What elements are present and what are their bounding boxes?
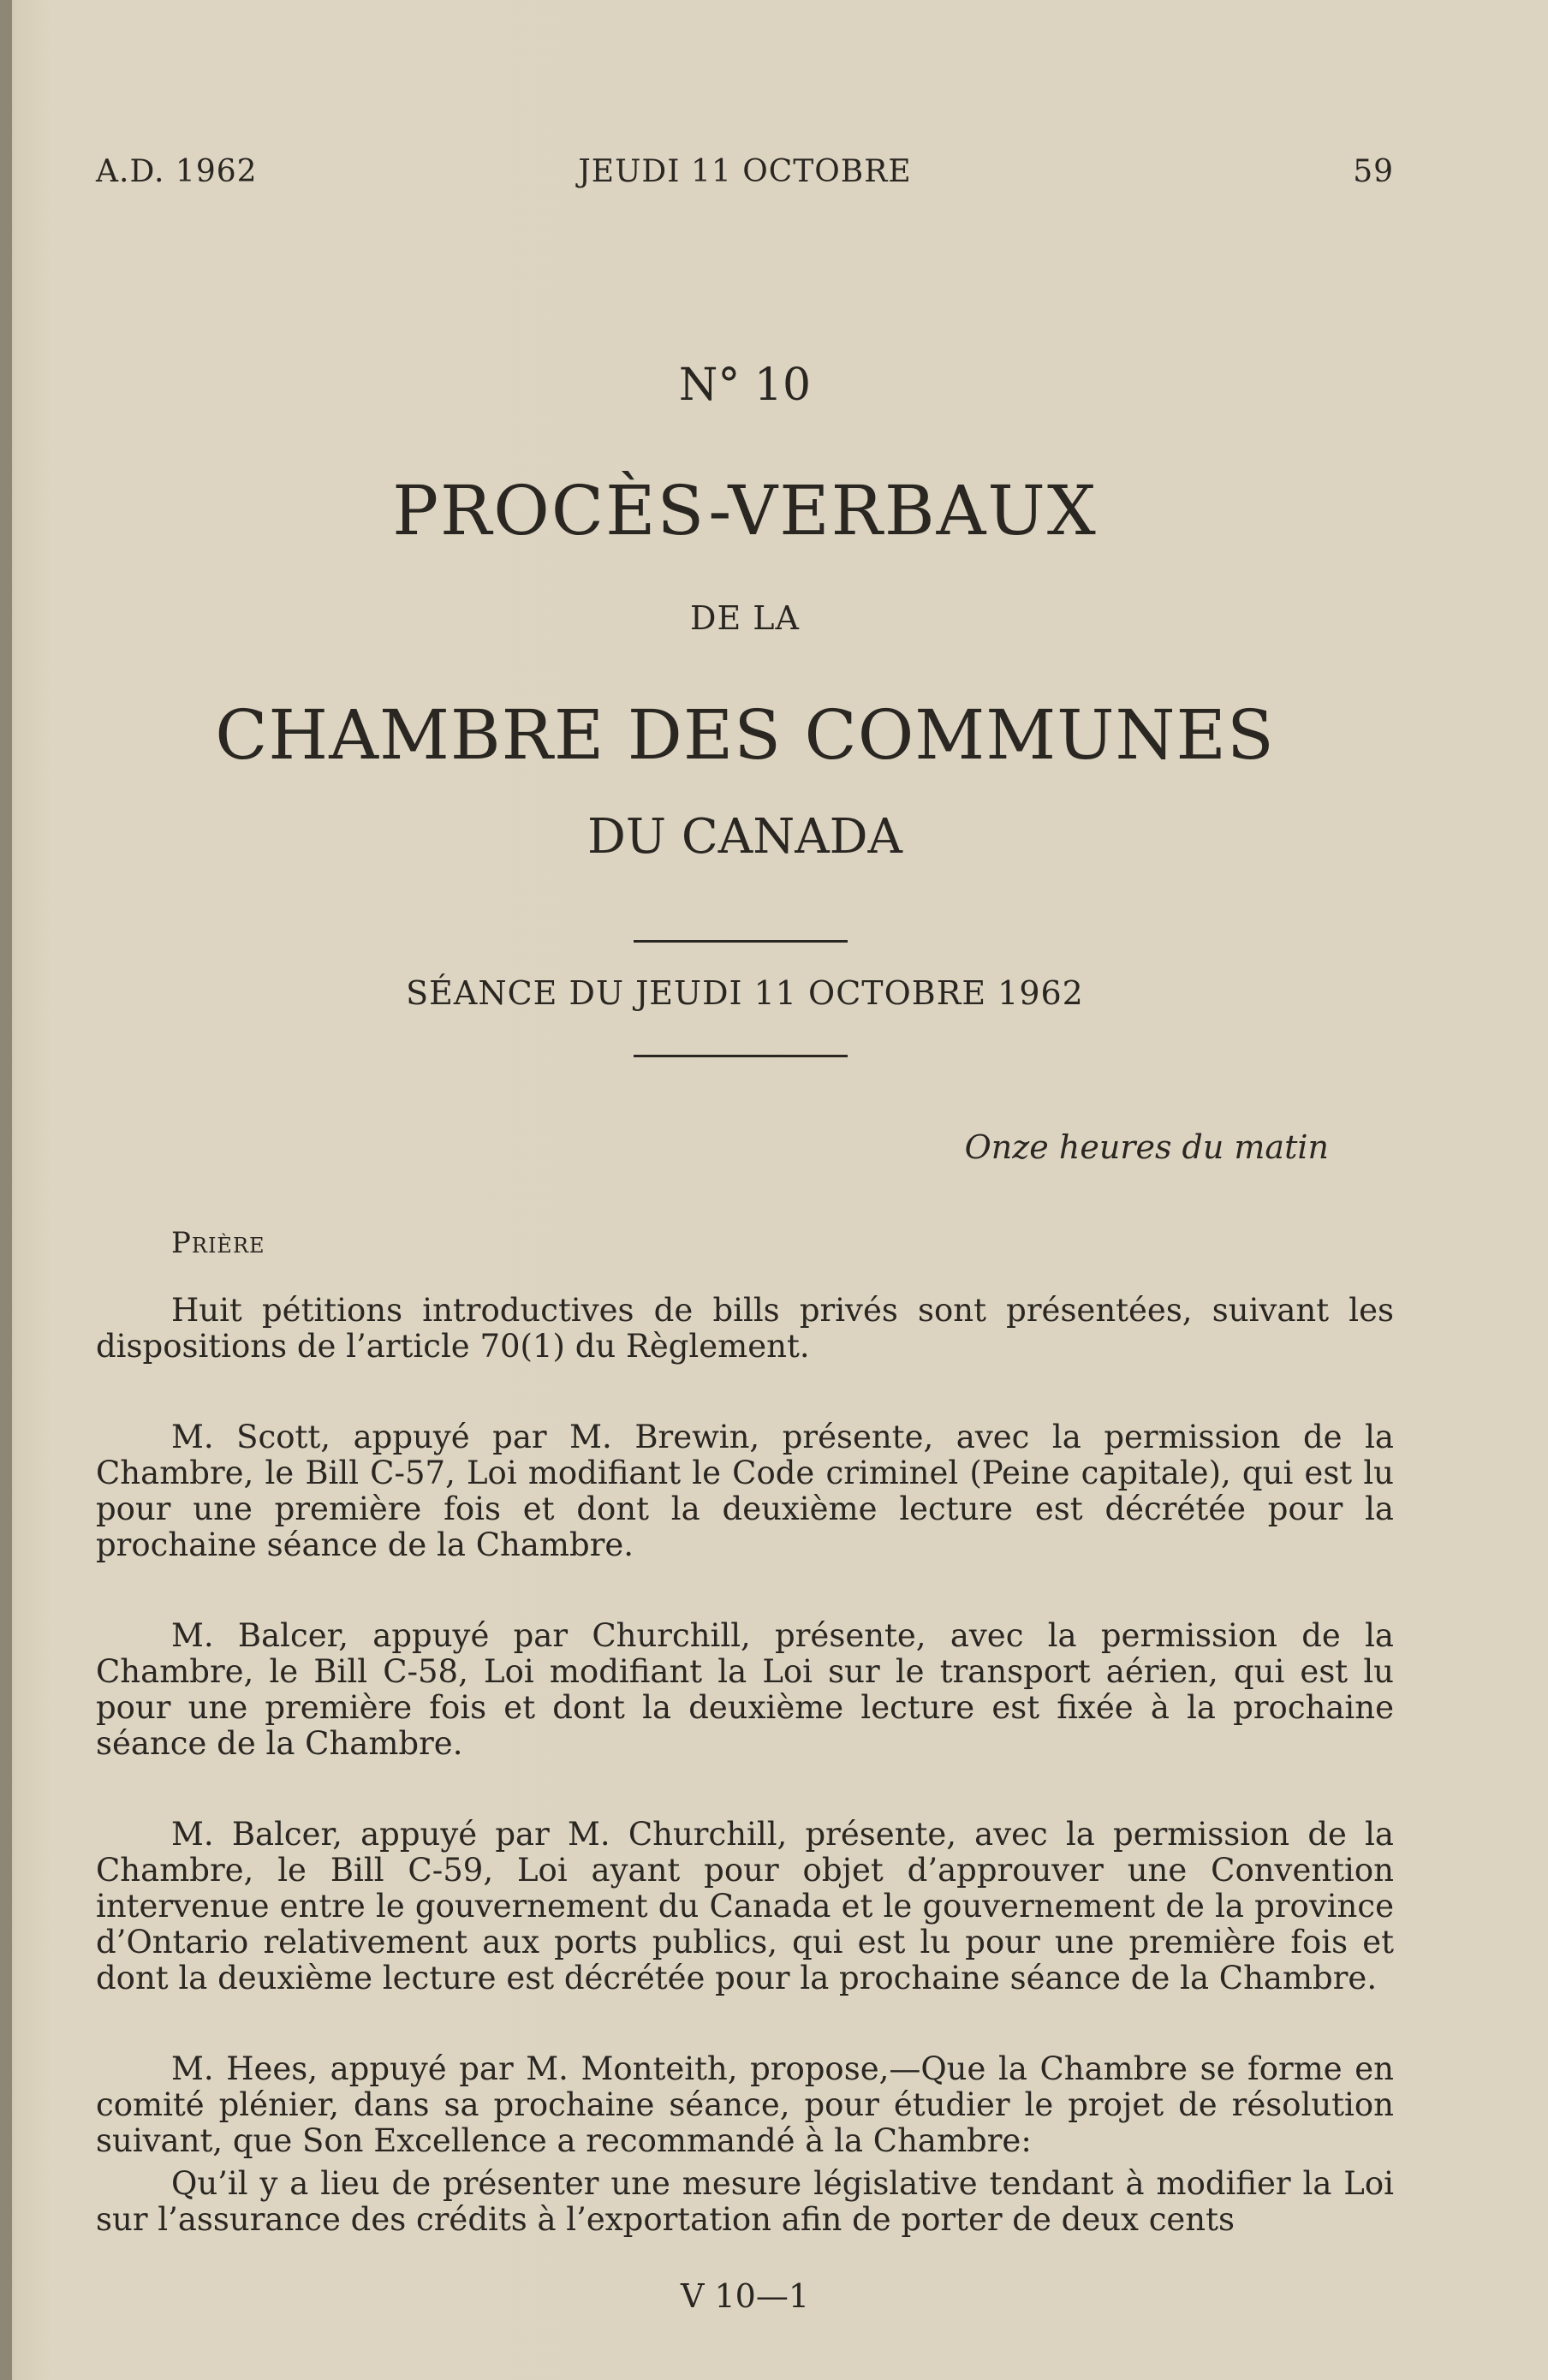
paragraph-bill-c57: M. Scott, appuyé par M. Brewin, présente, avec la permission de la Chambre, le Bill C-57, Loi modifiant le Code criminel (Peine capitale), qui est lu pour une première fois et dont la deuxième lecture est décrétée pour la prochaine séance de la Chambre. <box>96 1419 1394 1563</box>
title-de-la: DE LA <box>690 599 800 637</box>
signature-mark: V 10—1 <box>680 2277 810 2315</box>
issue-number: N° 10 <box>678 360 812 411</box>
header-date: JEUDI 11 OCTOBRE <box>578 154 912 189</box>
paragraph-bill-c59: M. Balcer, appuyé par M. Churchill, présente, avec la permission de la Chambre, le Bill C-59, Loi ayant pour objet d’approuver une Convention intervenue entre le gouvernement du Canada et le gouvernement de la province d’Ontario relativement aux ports publics, qui est lu pour une première fois et dont la deuxième lecture est décrétée pour la prochaine séance de la Chambre. <box>96 1816 1394 1996</box>
title-chambre: CHAMBRE DES COMMUNES <box>215 695 1275 775</box>
paragraph-petitions: Huit pétitions introductives de bills privés sont présentées, suivant les dispositions de l’article 70(1) du Règlement. <box>96 1292 1394 1365</box>
divider-rule-bottom <box>634 1055 848 1057</box>
title-proces-verbaux: PROCÈS-VERBAUX <box>392 471 1098 550</box>
divider-rule-top <box>634 940 848 943</box>
page-number: 59 <box>1353 154 1394 189</box>
binding-edge <box>0 0 12 2380</box>
header-year: A.D. 1962 <box>96 154 258 189</box>
body-text <box>96 1293 1394 2238</box>
session-time: Onze heures du matin <box>964 1128 1329 1166</box>
session-heading: SÉANCE DU JEUDI 11 OCTOBRE 1962 <box>406 974 1084 1012</box>
paragraph-bill-c58: M. Balcer, appuyé par Churchill, présente, avec la permission de la Chambre, le Bill C-58, Loi modifiant la Loi sur le transport aérien, qui est lu pour une première fois et dont la deuxième lecture est fixée à la prochaine séance de la Chambre. <box>96 1617 1394 1762</box>
paragraph-resolution: Qu’il y a lieu de présenter une mesure législative tendant à modifier la Loi sur l’assurance des crédits à l’exportation afin de porter de deux cents <box>96 2165 1394 2238</box>
priere-heading: Prière <box>171 1226 265 1260</box>
title-canada: DU CANADA <box>587 809 902 865</box>
paragraph-hees-motion: M. Hees, appuyé par M. Monteith, propose,—Que la Chambre se forme en comité plénier, dans sa prochaine séance, pour étudier le projet de résolution suivant, que Son Excellence a recommandé à la Chambre: <box>96 2050 1394 2159</box>
